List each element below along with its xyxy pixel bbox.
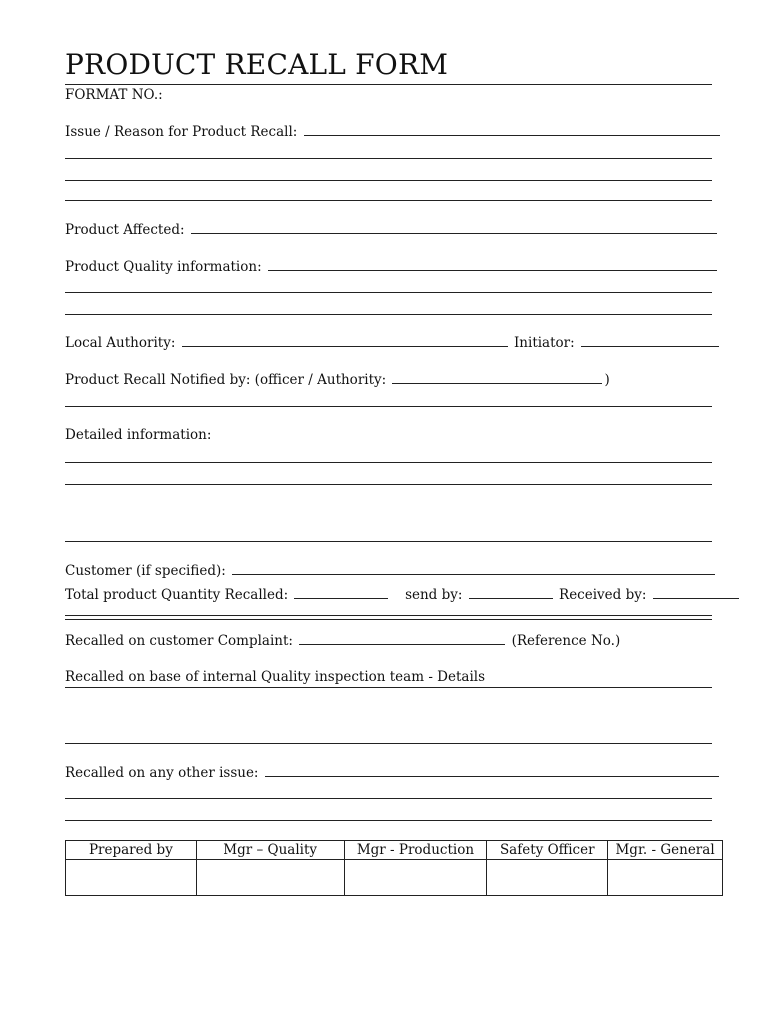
issue-reason-line-2[interactable] (65, 180, 712, 181)
header-mgr-quality: Mgr – Quality (196, 841, 344, 860)
header-prepared-by: Prepared by (66, 841, 197, 860)
quality-info-row (65, 257, 719, 276)
issue-reason-line-1[interactable] (65, 158, 712, 159)
customer-complaint-row (65, 631, 620, 650)
quality-info-line-2[interactable] (65, 314, 712, 315)
customer-complaint-label: Recalled on customer Complaint: (65, 633, 293, 649)
other-issue-label: Recalled on any other issue: (65, 765, 259, 781)
product-affected-field[interactable] (191, 220, 717, 234)
other-issue-field[interactable] (265, 763, 719, 777)
send-by-label: send by: (405, 587, 463, 603)
signature-row (66, 860, 723, 896)
initiator-label: Initiator: (513, 335, 575, 351)
issue-reason-label: Issue / Reason for Product Recall: (65, 124, 298, 140)
customer-complaint-field[interactable] (299, 631, 505, 645)
other-issue-row (65, 763, 721, 782)
detailed-info-label: Detailed information: (65, 427, 212, 443)
customer-row (65, 561, 717, 580)
signature-mgr-quality[interactable] (196, 860, 344, 896)
notified-by-line[interactable] (65, 406, 712, 407)
quality-info-label: Product Quality information: (65, 259, 262, 275)
format-no-label: FORMAT NO.: (65, 87, 163, 103)
header-safety-officer: Safety Officer (487, 841, 608, 860)
section-divider (65, 615, 712, 620)
product-affected-row (65, 220, 719, 239)
notified-by-close: ) (604, 372, 610, 388)
detailed-info-line-1[interactable] (65, 462, 712, 463)
signature-mgr-general[interactable] (608, 860, 723, 896)
other-issue-line-1[interactable] (65, 798, 712, 799)
customer-label: Customer (if specified): (65, 563, 226, 579)
internal-inspection-line-2[interactable] (65, 743, 712, 744)
received-by-field[interactable] (653, 585, 739, 599)
notified-by-label: Product Recall Notified by: (officer / Authority: (65, 372, 387, 388)
customer-field[interactable] (232, 561, 715, 575)
header-mgr-production: Mgr - Production (344, 841, 487, 860)
notified-by-row (65, 370, 610, 389)
signature-mgr-production[interactable] (344, 860, 487, 896)
signature-table (65, 840, 723, 896)
issue-reason-line-3[interactable] (65, 200, 712, 201)
detailed-info-line-3[interactable] (65, 541, 712, 542)
detailed-info-line-2[interactable] (65, 484, 712, 485)
header-mgr-general: Mgr. - General (608, 841, 723, 860)
received-by-label: Received by: (559, 587, 647, 603)
issue-reason-field[interactable] (304, 122, 720, 136)
signature-safety-officer[interactable] (487, 860, 608, 896)
local-authority-field[interactable] (182, 333, 508, 347)
initiator-field[interactable] (581, 333, 719, 347)
internal-inspection-label: Recalled on base of internal Quality inspection team - Details (65, 669, 486, 685)
total-quantity-field[interactable] (294, 585, 388, 599)
other-issue-line-2[interactable] (65, 820, 712, 821)
send-by-field[interactable] (469, 585, 553, 599)
local-authority-row (65, 333, 721, 352)
notified-by-field[interactable] (392, 370, 602, 384)
title-underline (65, 84, 712, 85)
quality-info-line-1[interactable] (65, 292, 712, 293)
issue-reason-row (65, 122, 722, 141)
local-authority-label: Local Authority: (65, 335, 176, 351)
quality-info-field[interactable] (268, 257, 717, 271)
total-quantity-label: Total product Quantity Recalled: (65, 587, 289, 603)
reference-no-label: (Reference No.) (511, 633, 621, 649)
signature-prepared-by[interactable] (66, 860, 197, 896)
product-affected-label: Product Affected: (65, 222, 185, 238)
quantity-row (65, 585, 741, 604)
form-title: PRODUCT RECALL FORM (65, 48, 449, 81)
internal-inspection-line-1[interactable] (65, 687, 712, 688)
signature-header-row (66, 841, 723, 860)
